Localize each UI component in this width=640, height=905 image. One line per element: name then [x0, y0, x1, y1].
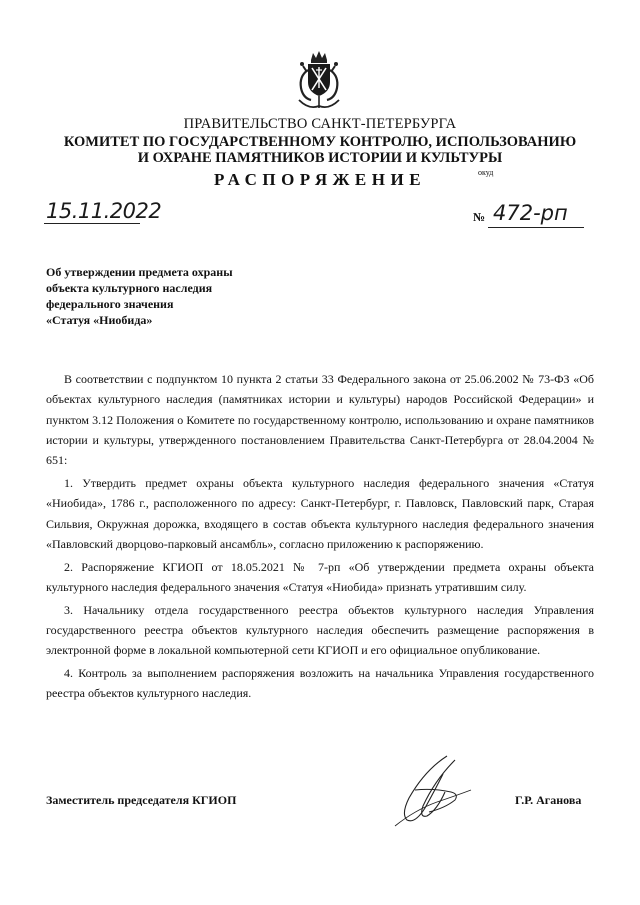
subject-line-1: Об утверждении предмета охраны	[46, 265, 233, 279]
handwritten-signature-icon	[385, 750, 480, 830]
government-name: ПРАВИТЕЛЬСТВО САНКТ-ПЕТЕРБУРГА	[183, 116, 457, 132]
signatory-title: Заместитель председателя КГИОП	[46, 793, 237, 807]
document-subject	[46, 264, 233, 328]
document-type: РАСПОРЯЖЕНИЕ	[213, 170, 427, 189]
document-body	[46, 369, 594, 706]
signatory-name: Г.Р. Аганова	[515, 793, 582, 807]
number-sign: №	[473, 210, 486, 224]
subject-line-3: федерального значения	[46, 297, 174, 311]
item-4-paragraph: 4. Контроль за выполнением распоряжения возложить на начальника Управления государственного реестра объектов культурного наследия.	[46, 666, 594, 701]
subject-line-4: «Статуя «Ниобида»	[46, 313, 153, 327]
document-number: 472-рп	[493, 201, 568, 225]
saint-petersburg-coat-of-arms-icon	[293, 50, 345, 114]
number-underline	[488, 227, 584, 228]
item-2-paragraph: 2. Распоряжение КГИОП от 18.05.2021 № 7-рп «Об утверждении предмета охраны объекта культурного наследия федерального значения «Статуя «Ниобида» признать утратившим силу.	[46, 559, 594, 594]
committee-name	[0, 134, 640, 166]
committee-name-line-1: КОМИТЕТ ПО ГОСУДАРСТВЕННОМУ КОНТРОЛЮ, ИСПОЛЬЗОВАНИЮ	[63, 134, 577, 150]
date-underline	[44, 223, 140, 224]
committee-name-line-2: И ОХРАНЕ ПАМЯТНИКОВ ИСТОРИИ И КУЛЬТУРЫ	[137, 150, 503, 166]
okud-label: окуд	[478, 168, 494, 177]
subject-line-2: объекта культурного наследия	[46, 281, 213, 295]
document-date: 15.11.2022	[46, 199, 162, 223]
preamble-paragraph: В соответствии с подпунктом 10 пункта 2 статьи 33 Федерального закона от 25.06.2002 № 73-ФЗ «Об объектах культурного наследия (памятниках истории и культуры) народов Российской Федерации» и пунктом 3.12 Положения о Комитете по государственному контролю, использованию и охране памятников истории и культуры, утвержденного постановлением Правительства Санкт-Петербурга от 28.04.2004 № 651:	[46, 372, 594, 468]
item-3-paragraph: 3. Начальнику отдела государственного реестра объектов культурного наследия Управления государственного реестра объектов культурного наследия обеспечить размещение распоряжения в электронной форме в локальной компьютерной сети КГИОП и его официальное опубликование.	[46, 602, 594, 658]
item-1-paragraph: 1. Утвердить предмет охраны объекта культурного наследия федерального значения «Статуя «Ниобида», 1786 г., расположенного по адресу: Санкт-Петербург, г. Павловск, Павловский парк, Старая Сильвия, Окружная дорожка, входящего в состав объекта культурного наследия федерального значения «Павловский дворцово-парковый ансамбль», согласно приложению к распоряжению.	[46, 475, 594, 551]
